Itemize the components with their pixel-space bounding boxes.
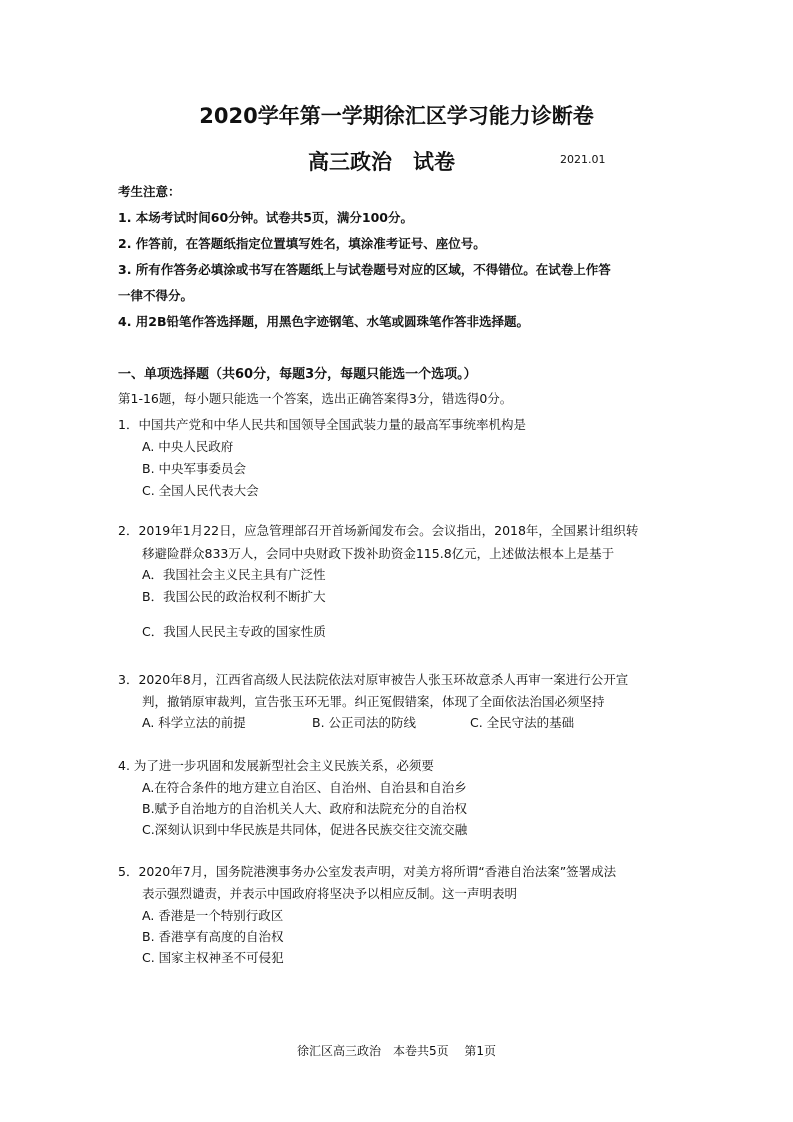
notice-item: 3. 所有作答务必填涂或书写在答题纸上与试卷题号对应的区域，不得错位。在试卷上作答 — [118, 262, 611, 277]
option-c: C. 全民守法的基础 — [470, 715, 575, 730]
section-instruction: 第1-16题，每小题只能选一个答案，选出正确答案得3分，错选得0分。 — [118, 391, 513, 406]
notice-item: 1. 本场考试时间60分钟。试卷共5页，满分100分。 — [118, 210, 413, 225]
exam-date: 2021.01 — [560, 153, 606, 166]
option-b: B. 中央军事委员会 — [142, 461, 247, 476]
notice-item: 4. 用2B铅笔作答选择题，用黑色字迹钢笔、水笔或圆珠笔作答非选择题。 — [118, 314, 530, 329]
option-a: A. 科学立法的前提 — [142, 715, 246, 730]
notice-heading: 考生注意： — [118, 184, 181, 199]
question-stem: 3．2020年8月，江西省高级人民法院依法对原审被告人张玉环故意杀人再审一案进行公开宣 — [118, 672, 629, 687]
question-stem: 5．2020年7月，国务院港澳事务办公室发表声明，对美方将所谓“香港自治法案”签署成法 — [118, 864, 617, 879]
question-stem-cont: 表示强烈谴责，并表示中国政府将坚决予以相应反制。这一声明表明 — [142, 886, 518, 901]
question-stem-cont: 判，撤销原审裁判，宣告张玉环无罪。纠正冤假错案，体现了全面依法治国必须坚持 — [142, 694, 605, 709]
option-b: B．我国公民的政治权利不断扩大 — [142, 589, 326, 604]
section-heading: 一、单项选择题（共60分，每题3分，每题只能选一个选项。） — [118, 367, 477, 382]
question-stem: 4. 为了进一步巩固和发展新型社会主义民族关系，必须要 — [118, 758, 434, 773]
page-footer: 徐汇区高三政治 本卷共5页 第1页 — [296, 1044, 497, 1058]
option-c: C.深刻认识到中华民族是共同体，促进各民族交往交流交融 — [142, 822, 468, 837]
exam-subtitle: 高三政治 试卷 — [308, 150, 455, 174]
option-c: C．我国人民民主专政的国家性质 — [142, 624, 326, 639]
option-b: B.赋予自治地方的自治机关人大、政府和法院充分的自治权 — [142, 801, 468, 816]
option-a: A．我国社会主义民主具有广泛性 — [142, 567, 326, 582]
option-c: C. 国家主权神圣不可侵犯 — [142, 950, 284, 965]
option-a: A. 香港是一个特别行政区 — [142, 908, 284, 923]
question-stem: 2．2019年1月22日，应急管理部召开首场新闻发布会。会议指出，2018年，全国累计组织转 — [118, 523, 639, 538]
notice-item: 2. 作答前，在答题纸指定位置填写姓名，填涂准考证号、座位号。 — [118, 236, 486, 251]
option-b: B. 公正司法的防线 — [312, 715, 417, 730]
exam-title: 2020学年第一学期徐汇区学习能力诊断卷 — [199, 104, 594, 128]
question-stem-cont: 移避险群众833万人，会同中央财政下拨补助资金115.8亿元，上述做法根本上是基于 — [142, 546, 615, 561]
option-b: B. 香港享有高度的自治权 — [142, 929, 284, 944]
option-c: C. 全国人民代表大会 — [142, 483, 259, 498]
notice-item: 一律不得分。 — [118, 288, 194, 303]
option-a: A. 中央人民政府 — [142, 439, 234, 454]
question-stem: 1．中国共产党和中华人民共和国领导全国武装力量的最高军事统率机构是 — [118, 417, 526, 432]
option-a: A.在符合条件的地方建立自治区、自治州、自治县和自治乡 — [142, 780, 467, 795]
